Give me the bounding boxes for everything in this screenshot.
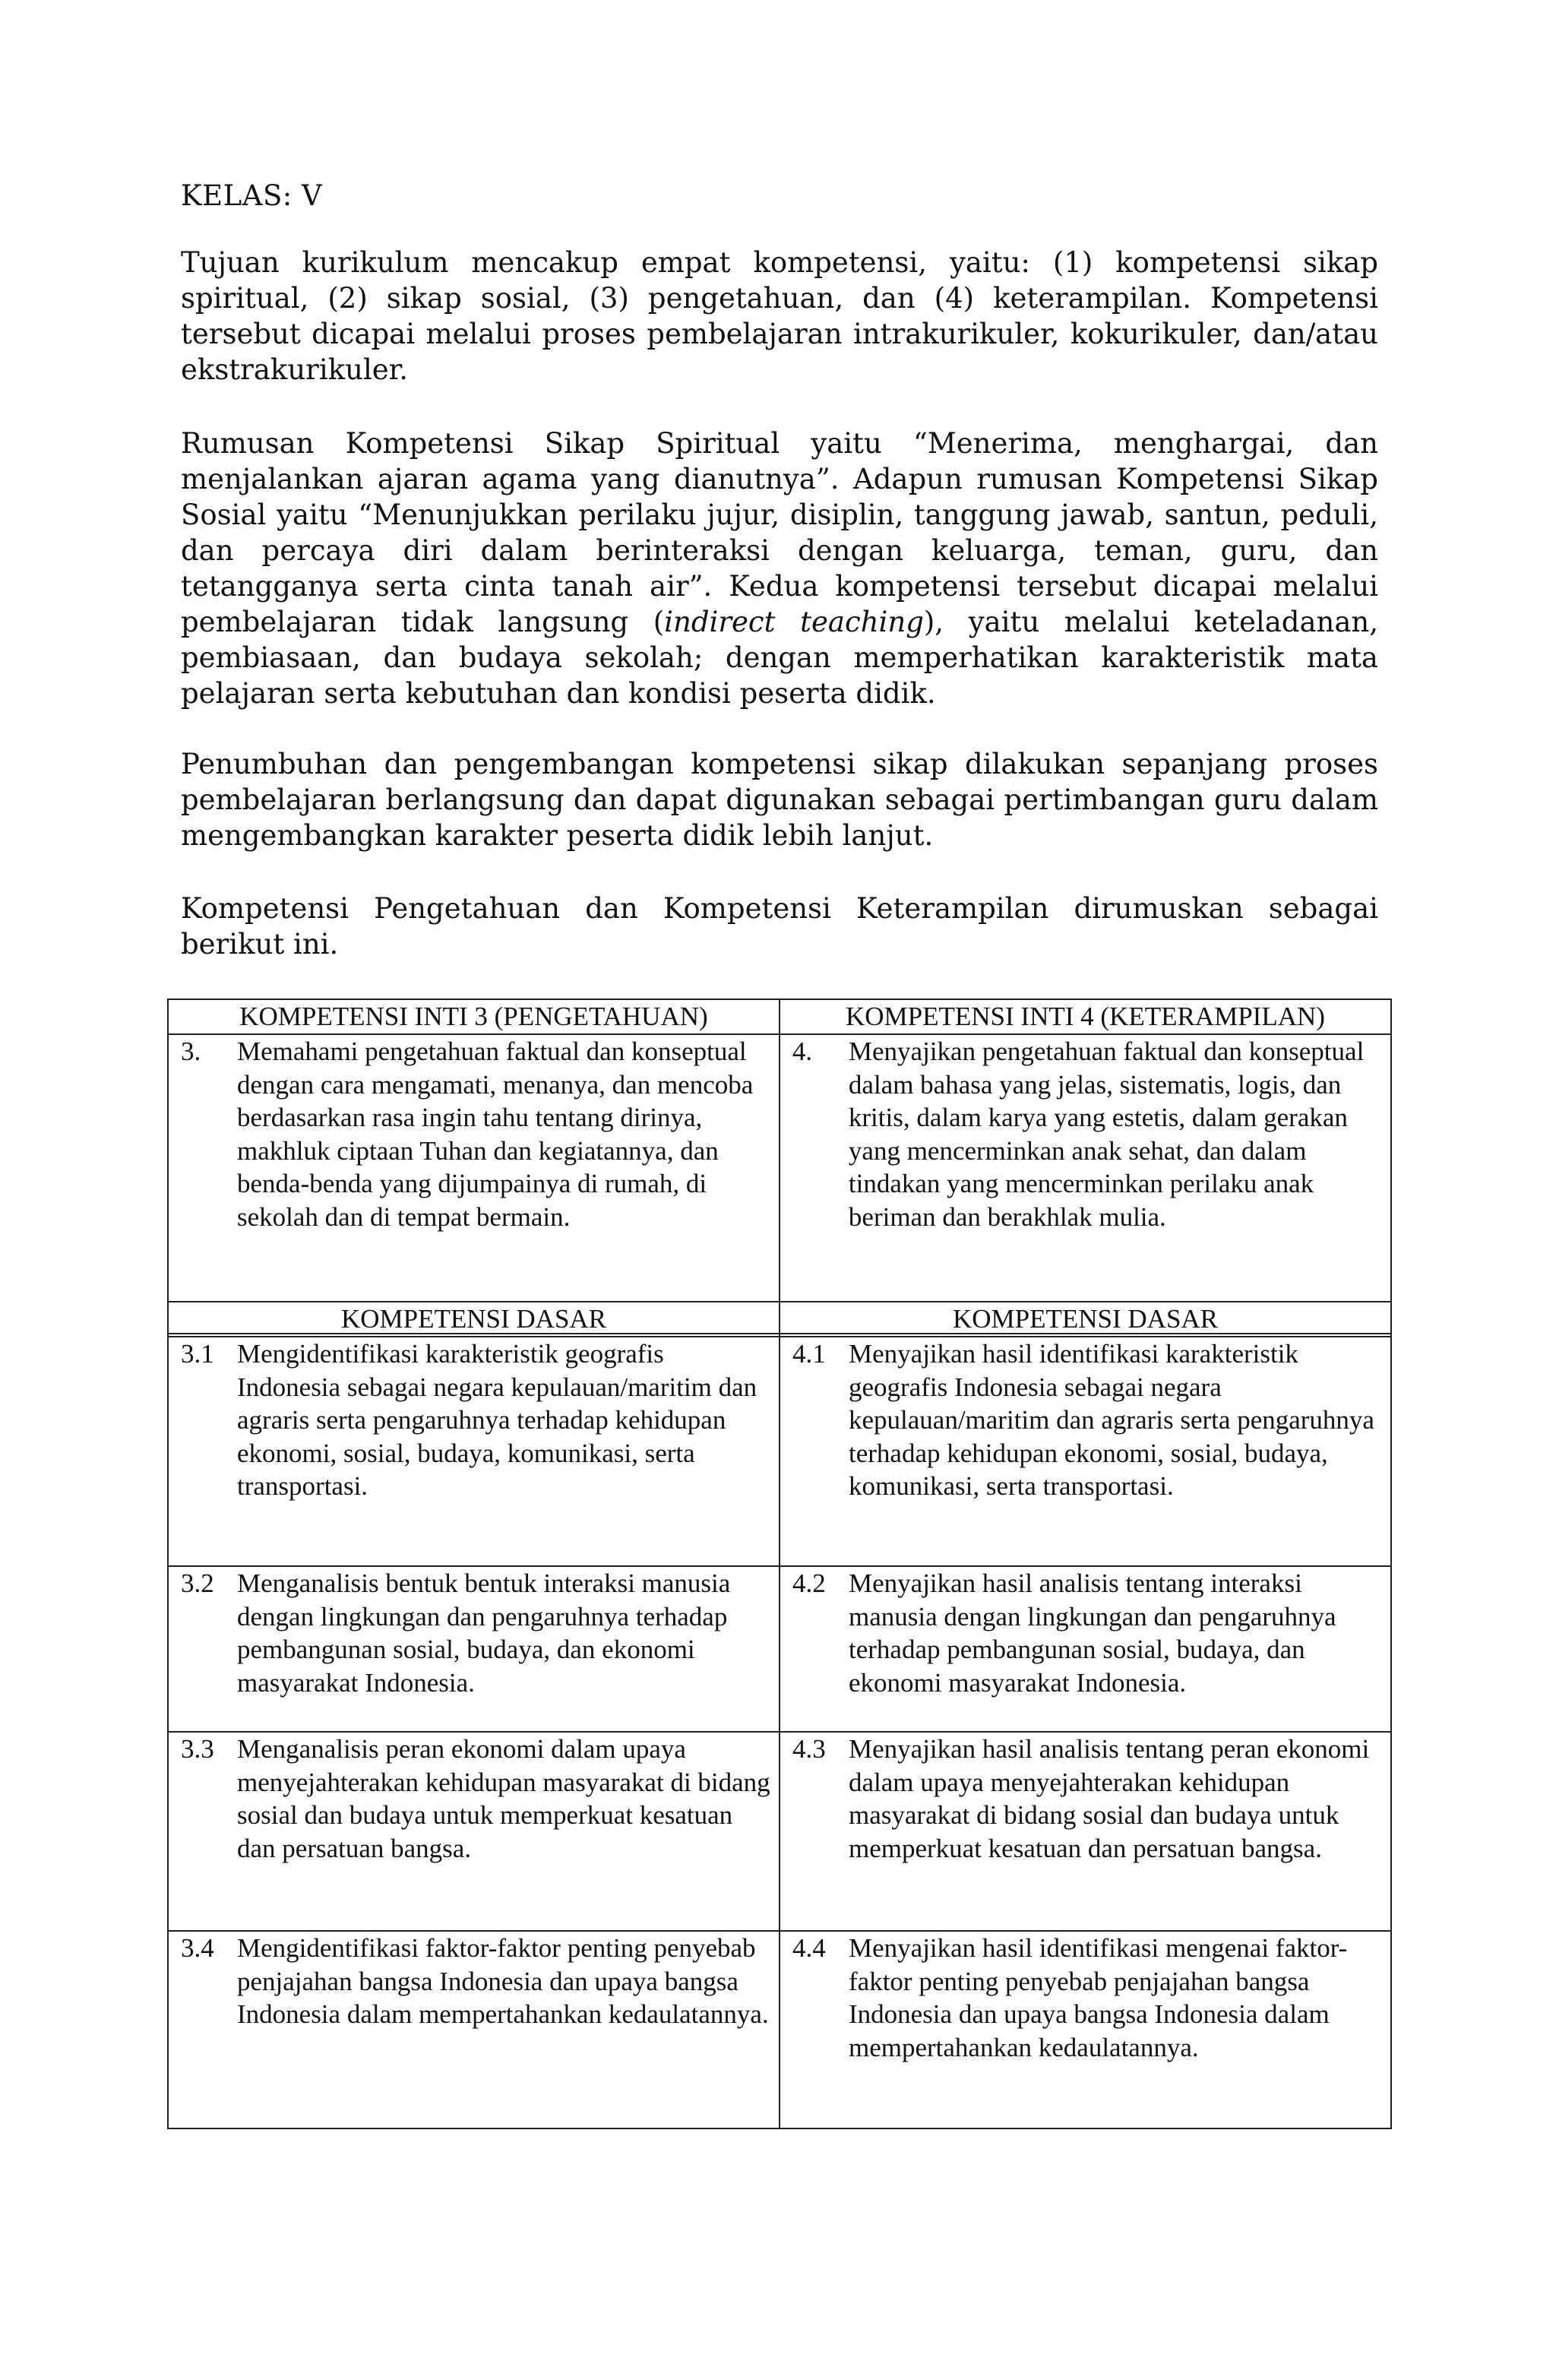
kd-4-2-item — [780, 1567, 1390, 1704]
ki3-cell — [168, 1034, 780, 1334]
kd-3-1-cell — [168, 1337, 780, 1566]
kd-4-3-cell — [780, 1732, 1391, 1931]
paragraph-attitude-development: Penumbuhan dan pengembangan kompetensi sikap dilakukan sepanjang proses pembelajaran berlangsung dan dapat digunakan sebagai pertimbangan guru dalam mengembangkan karakter peserta didik lebih lanjut. — [181, 748, 1378, 852]
header-kd-left: KOMPETENSI DASAR — [168, 1302, 780, 1337]
kd-3-2-item — [169, 1567, 779, 1704]
kd-4-1-cell — [780, 1337, 1391, 1566]
ki4-cell — [780, 1034, 1391, 1334]
kd-number: 4.4 — [792, 1933, 826, 1963]
kd-text: Menyajikan hasil analisis tentang peran ekonomi dalam upaya menyejahterakan kehidupan masyarakat di bidang sosial dan budaya untuk memperkuat kesatuan dan persatuan bangsa. — [849, 1734, 1370, 1863]
core-competence-header-row — [168, 999, 1391, 1034]
basic-competence-header-row — [168, 1302, 1391, 1337]
ki4-number: 4. — [792, 1037, 813, 1066]
header-ki3: KOMPETENSI INTI 3 (PENGETAHUAN) — [168, 999, 780, 1034]
kd-text: Menyajikan hasil identifikasi mengenai faktor-faktor penting penyebab penjajahan bangsa Indonesia dan upaya bangsa Indonesia dalam mempertahankan kedaulatannya. — [849, 1933, 1348, 2062]
kd-number: 4.1 — [792, 1339, 826, 1369]
kd-number: 3.1 — [181, 1339, 214, 1369]
kd-number: 4.3 — [792, 1734, 826, 1764]
kd-4-4-cell — [780, 1931, 1391, 2128]
kd-3-4-item — [169, 1932, 779, 2036]
ki4-text: Menyajikan pengetahuan faktual dan konseptual dalam bahasa yang jelas, sistematis, logis, dan kritis, dalam karya yang estetis, dalam gerakan yang mencerminkan anak sehat, dan dalam tindakan yang mencerminkan perilaku anak beriman dan berakhlak mulia. — [848, 1037, 1365, 1232]
italic-term: indirect teaching — [664, 606, 924, 638]
kd-number: 3.3 — [181, 1734, 214, 1764]
ki4-item — [780, 1035, 1390, 1238]
kd-3-3-item — [169, 1733, 779, 1869]
core-competence-row — [168, 1034, 1391, 1334]
table-row — [168, 1337, 1391, 1566]
header-kd-right: KOMPETENSI DASAR — [780, 1302, 1391, 1337]
kd-text: Mengidentifikasi karakteristik geografis Indonesia sebagai negara kepulauan/maritim dan agraris serta pengaruhnya terhadap kehidupan ekonomi, sosial, budaya, komunikasi, serta transportasi. — [237, 1339, 757, 1501]
kd-3-2-cell — [168, 1566, 780, 1732]
kd-4-1-item — [780, 1337, 1390, 1508]
kd-3-4-cell — [168, 1931, 780, 2128]
core-competence-table — [167, 999, 1392, 1334]
table-row — [168, 1931, 1391, 2128]
kd-3-1-item — [169, 1337, 779, 1508]
paragraph-attitude-competence — [181, 426, 1378, 711]
kd-number: 3.4 — [181, 1933, 214, 1963]
ki3-number: 3. — [181, 1037, 201, 1066]
kd-number: 3.2 — [181, 1568, 214, 1598]
ki3-text: Memahami pengetahuan faktual dan konseptual dengan cara mengamati, menanya, dan mencoba berdasarkan rasa ingin tahu tentang dirinya, makhluk ciptaan Tuhan dan kegiatannya, dan benda-benda yang dijumpainya di rumah, di sekolah dan di tempat bermain. — [237, 1037, 754, 1232]
paragraph-attitude-text-a: Rumusan Kompetensi Sikap Spiritual yaitu “Menerima, menghargai, dan menjalankan ajaran agama yang dianutnya”. Adapun rumusan Kompetensi Sikap Sosial yaitu “Menunjukkan perilaku jujur, disiplin, tanggung jawab, santun, peduli, dan percaya diri dalam berinteraksi dengan keluarga, teman, guru, dan tetangganya serta cinta tanah air”. Kedua kompetensi tersebut dicapai melalui pembelajaran tidak langsung ( — [181, 427, 1378, 638]
ki3-item — [169, 1035, 779, 1238]
kd-text: Menyajikan hasil analisis tentang interaksi manusia dengan lingkungan dan pengaruhnya terhadap pembangunan sosial, budaya, dan ekonomi masyarakat Indonesia. — [849, 1568, 1336, 1698]
header-ki4: KOMPETENSI INTI 4 (KETERAMPILAN) — [780, 999, 1391, 1034]
kd-4-3-item — [780, 1733, 1390, 1869]
kd-3-3-cell — [168, 1732, 780, 1931]
kd-text: Menganalisis bentuk bentuk interaksi manusia dengan lingkungan dan pengaruhnya terhadap pembangunan sosial, budaya, dan ekonomi masyarakat Indonesia. — [237, 1568, 731, 1698]
kd-4-2-cell — [780, 1566, 1391, 1732]
kd-text: Menganalisis peran ekonomi dalam upaya menyejahterakan kehidupan masyarakat di bidang sosial dan budaya untuk memperkuat kesatuan dan persatuan bangsa. — [237, 1734, 770, 1863]
basic-competence-table — [167, 1301, 1392, 2129]
table-row — [168, 1732, 1391, 1931]
kd-text: Menyajikan hasil identifikasi karakteristik geografis Indonesia sebagai negara kepulauan/maritim dan agraris serta pengaruhnya terhadap kehidupan ekonomi, sosial, budaya, komunikasi, serta transportasi. — [849, 1339, 1374, 1501]
kd-number: 4.2 — [792, 1568, 826, 1598]
paragraph-intro-table: Kompetensi Pengetahuan dan Kompetensi Keterampilan dirumuskan sebagai berikut ini. — [181, 892, 1378, 961]
table-row — [168, 1566, 1391, 1732]
class-heading: KELAS: V — [181, 179, 323, 212]
paragraph-attitude-text-b: ), yaitu melalui keteladanan, pembiasaan, dan budaya sekolah; dengan memperhatikan karakteristik mata pelajaran serta kebutuhan dan kondisi peserta didik. — [181, 606, 1379, 710]
paragraph-curriculum-goals: Tujuan kurikulum mencakup empat kompetensi, yaitu: (1) kompetensi sikap spiritual, (2) sikap sosial, (3) pengetahuan, dan (4) keterampilan. Kompetensi tersebut dicapai melalui proses pembelajaran intrakurikuler, kokurikuler, dan/atau ekstrakurikuler. — [181, 246, 1378, 386]
kd-4-4-item — [780, 1932, 1390, 2068]
kd-text: Mengidentifikasi faktor-faktor penting penyebab penjajahan bangsa Indonesia dan upaya bangsa Indonesia dalam mempertahankan kedaulatannya. — [237, 1933, 769, 2029]
